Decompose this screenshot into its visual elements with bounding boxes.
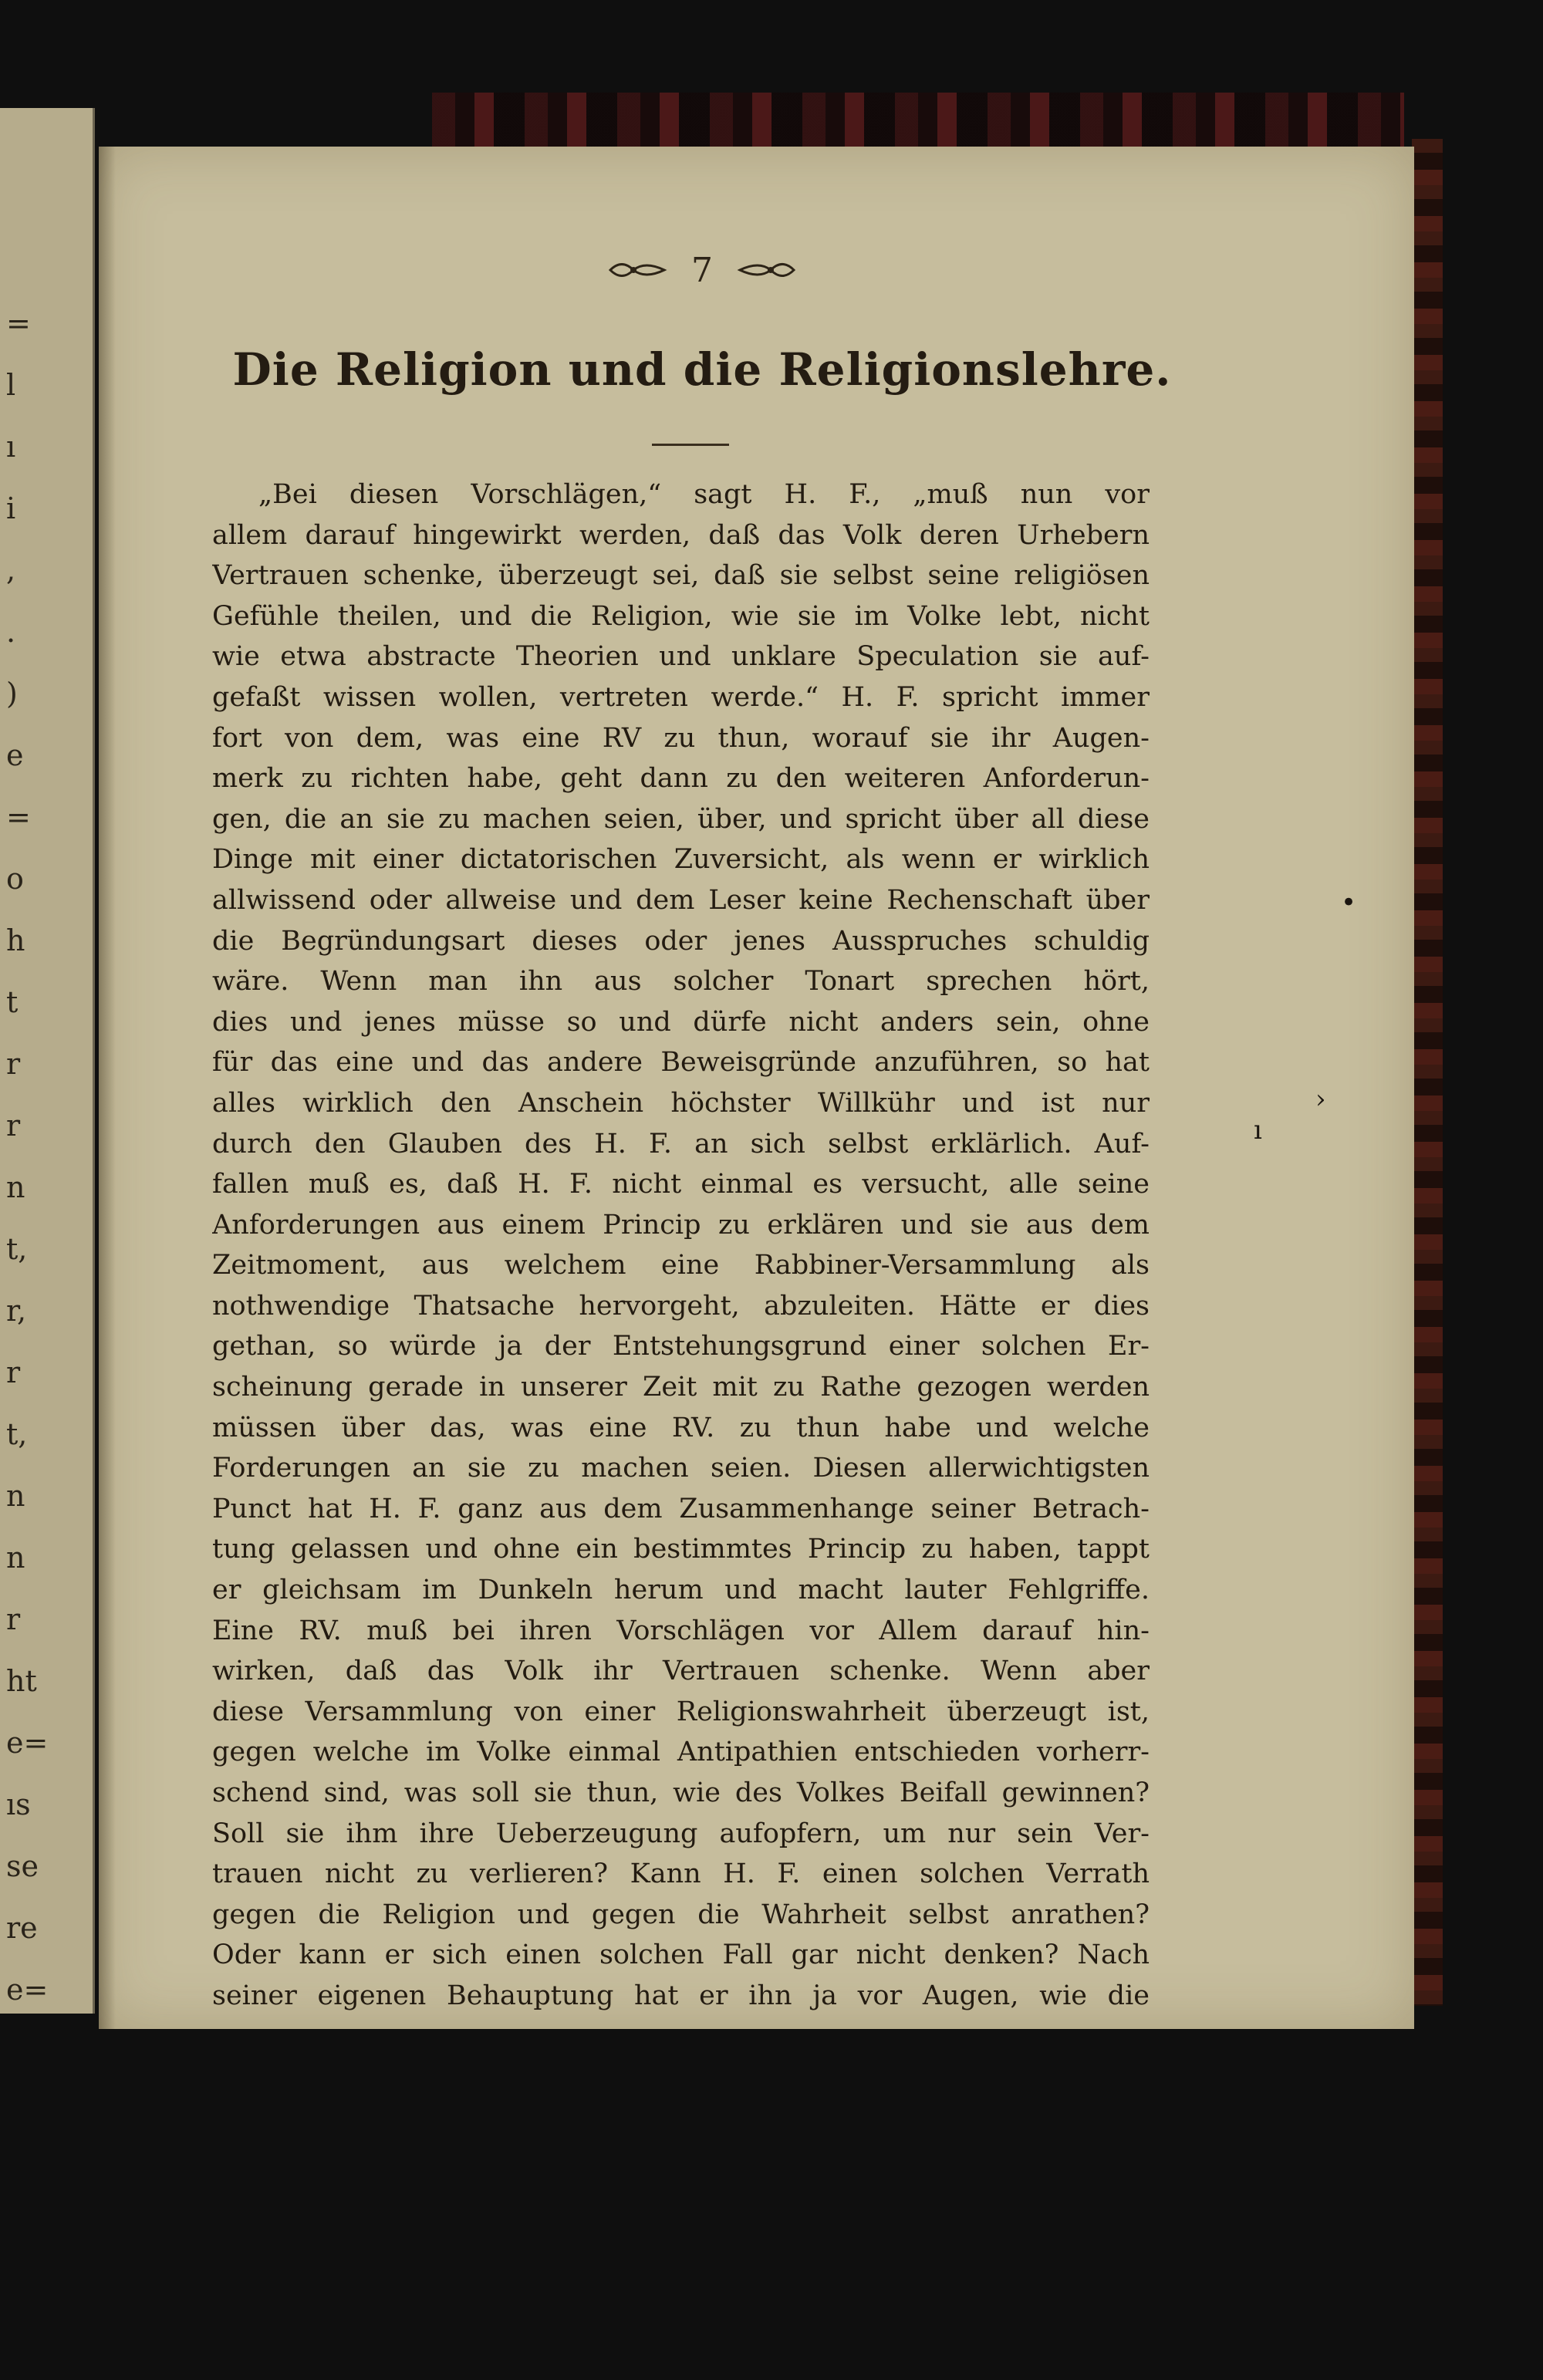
page-header xyxy=(540,239,864,301)
text-line: allem darauf hingewirkt werden, daß das Volk deren Urhebern xyxy=(212,519,1150,551)
text-line: Eine RV. muß bei ihren Vorschlägen vor Allem darauf hin- xyxy=(212,1615,1150,1646)
facing-page-letter: r, xyxy=(6,1294,27,1328)
text-line: Soll sie ihm ihre Ueberzeugung aufopfern, um nur sein Ver- xyxy=(212,1818,1150,1849)
text-line: alles wirklich den Anschein höchster Willkühr und ist nur xyxy=(212,1087,1150,1119)
facing-page-letter: n xyxy=(6,1541,25,1575)
text-line: Zeitmoment, aus welchem eine Rabbiner-Versammlung als xyxy=(212,1250,1150,1281)
facing-page-letter: e= xyxy=(6,1726,49,1760)
text-line: fort von dem, was eine RV zu thun, worauf sie ihr Augen- xyxy=(212,722,1150,754)
facing-page-letter: r xyxy=(6,1355,21,1389)
text-line: trauen nicht zu verlieren? Kann H. F. einen solchen Verrath xyxy=(212,1858,1150,1890)
facing-page-letter: h xyxy=(6,923,25,957)
facing-page-letter: e xyxy=(6,738,24,772)
text-line: Oder kann er sich einen solchen Fall gar nicht denken? Nach xyxy=(212,1939,1150,1971)
page-gutter-shadow xyxy=(99,147,116,2029)
facing-page-letter: r xyxy=(6,1602,21,1636)
text-line: tung gelassen und ohne ein bestimmtes Princip zu haben, tappt xyxy=(212,1534,1150,1565)
facing-page-letter: t xyxy=(6,985,19,1019)
facing-page-letter: t, xyxy=(6,1232,28,1266)
text-line: scheinung gerade in unserer Zeit mit zu Rathe gezogen werden xyxy=(212,1372,1150,1403)
text-line: wäre. Wenn man ihn aus solcher Tonart sprechen hört, xyxy=(212,966,1150,998)
margin-mark: › xyxy=(1315,1084,1326,1115)
text-line: gegen welche im Volke einmal Antipathien entschieden vorherr- xyxy=(212,1737,1150,1768)
text-line: Dinge mit einer dictatorischen Zuversicht, als wenn er wirklich xyxy=(212,844,1150,876)
facing-page-letter: n xyxy=(6,1170,25,1204)
facing-page-letter: , xyxy=(6,553,16,587)
facing-page-letter: . xyxy=(6,615,16,649)
text-line: Gefühle theilen, und die Religion, wie sie im Volke lebt, nicht xyxy=(212,600,1150,632)
text-line: Punct hat H. F. ganz aus dem Zusammenhange seiner Betrach- xyxy=(212,1493,1150,1524)
facing-page-letter: l xyxy=(6,368,16,402)
text-line: wie etwa abstracte Theorien und unklare Speculation sie auf- xyxy=(212,641,1150,673)
text-line: diese Versammlung von einer Religionswahrheit überzeugt ist, xyxy=(212,1696,1150,1727)
facing-page-letter: se xyxy=(6,1849,39,1883)
facing-page-letter: ıs xyxy=(6,1788,31,1821)
text-line: durch den Glauben des H. F. an sich selbst erklärlich. Auf- xyxy=(212,1128,1150,1160)
text-line: Forderungen an sie zu machen seien. Diesen allerwichtigsten xyxy=(212,1453,1150,1484)
text-line: Anforderungen aus einem Princip zu erklären und sie aus dem xyxy=(212,1209,1150,1241)
chapter-title: Die Religion und die Religionslehre. xyxy=(232,343,1172,396)
ornament-right-icon xyxy=(736,255,798,285)
text-line: „Bei diesen Vorschlägen,“ sagt H. F., „muß nun vor xyxy=(258,479,1150,510)
facing-page-letter: re xyxy=(6,1911,38,1945)
text-line: gefaßt wissen wollen, vertreten werde.“ H. F. spricht immer xyxy=(212,681,1150,713)
text-line: müssen über das, was eine RV. zu thun habe und welche xyxy=(212,1412,1150,1443)
text-line: für das eine und das andere Beweisgründe anzuführen, so hat xyxy=(212,1047,1150,1079)
facing-page-letter: = xyxy=(6,306,31,340)
title-rule xyxy=(652,444,729,446)
text-line: merk zu richten habe, geht dann zu den weiteren Anforderun- xyxy=(212,763,1150,795)
facing-page-letter: = xyxy=(6,800,31,834)
facing-page-letter: ht xyxy=(6,1664,37,1698)
margin-mark: • xyxy=(1341,887,1357,918)
text-line: nothwendige Thatsache hervorgeht, abzuleiten. Hätte er dies xyxy=(212,1290,1150,1322)
facing-page-fragment xyxy=(0,108,95,2014)
text-line: schend sind, was soll sie thun, wie des Volkes Beifall gewinnen? xyxy=(212,1777,1150,1808)
text-line: Vertrauen schenke, überzeugt sei, daß sie selbst seine religiösen xyxy=(212,560,1150,592)
text-line: dies und jenes müsse so und dürfe nicht anders sein, ohne xyxy=(212,1006,1150,1038)
book-edge-right xyxy=(1412,139,1443,2006)
ornament-left-icon xyxy=(606,255,668,285)
background-binding-strip xyxy=(432,93,1404,154)
text-line: gen, die an sie zu machen seien, über, und spricht über all diese xyxy=(212,803,1150,835)
text-line: fallen muß es, daß H. F. nicht einmal es versucht, alle seine xyxy=(212,1169,1150,1200)
facing-page-letter: ) xyxy=(6,677,18,711)
facing-page-letter: n xyxy=(6,1479,25,1513)
facing-page-letter: i xyxy=(6,491,16,525)
margin-mark: ı xyxy=(1254,1115,1262,1146)
text-line: gegen die Religion und gegen die Wahrheit selbst anrathen? xyxy=(212,1899,1150,1930)
text-line: wirken, daß das Volk ihr Vertrauen schenke. Wenn aber xyxy=(212,1656,1150,1687)
facing-page-letter: ı xyxy=(6,430,16,464)
facing-page-letter: r xyxy=(6,1047,21,1081)
facing-page-letter: e= xyxy=(6,1973,49,2007)
facing-page-letter: t, xyxy=(6,1417,28,1451)
facing-page-letter: o xyxy=(6,862,24,896)
text-line: die Begründungsart dieses oder jenes Ausspruches schuldig xyxy=(212,925,1150,957)
page-number: 7 xyxy=(691,250,713,290)
text-line: er gleichsam im Dunkeln herum und macht lauter Fehlgriffe. xyxy=(212,1575,1150,1606)
text-line: seiner eigenen Behauptung hat er ihn ja vor Augen, wie die xyxy=(212,1980,1150,2011)
text-line: allwissend oder allweise und dem Leser keine Rechenschaft über xyxy=(212,884,1150,916)
facing-page-letter: r xyxy=(6,1109,21,1143)
body-text xyxy=(212,474,1150,2017)
text-line: gethan, so würde ja der Entstehungsgrund einer solchen Er- xyxy=(212,1331,1150,1362)
